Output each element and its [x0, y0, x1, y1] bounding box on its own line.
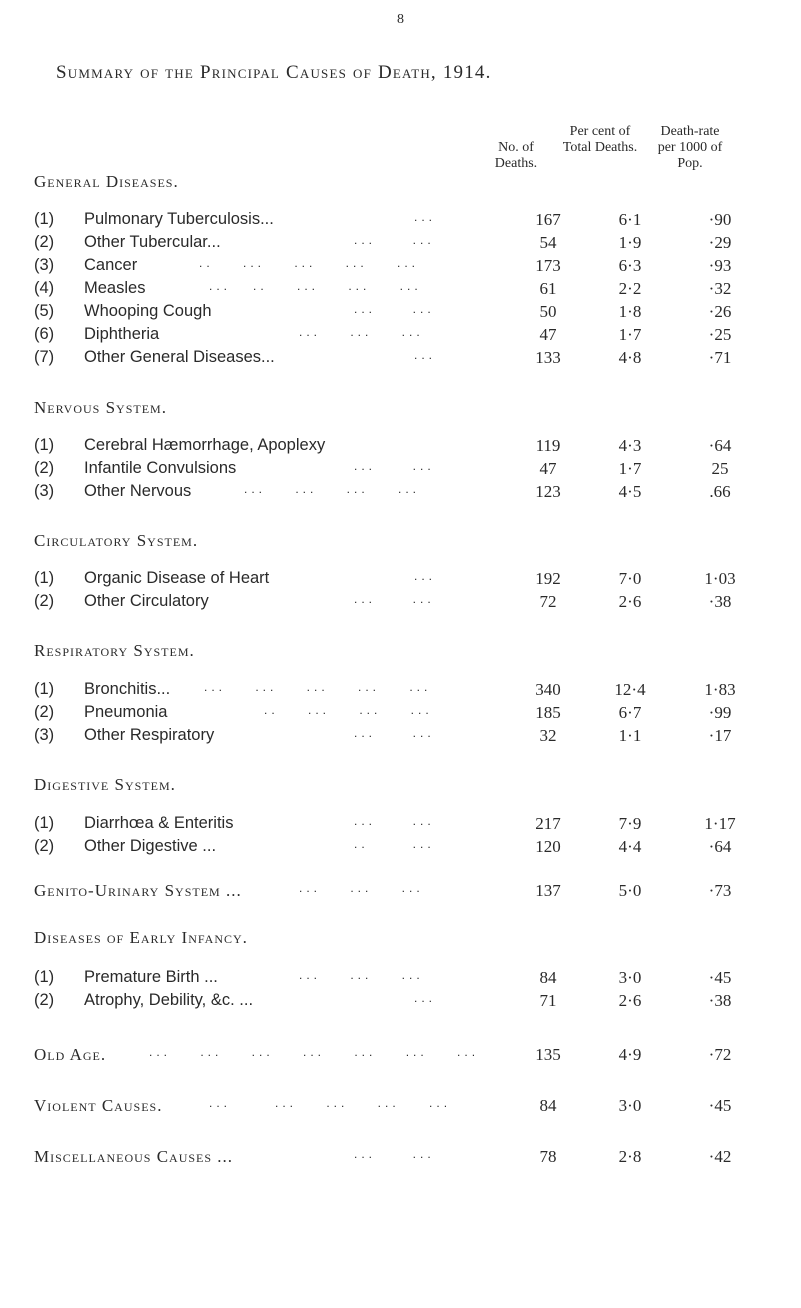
deaths-value: 123 — [535, 482, 561, 501]
leader-dots: ... ... ... ... ... ... ... — [149, 1045, 480, 1059]
row-label: Infantile Convulsions — [84, 459, 237, 477]
table-row — [34, 459, 794, 481]
leader-dots: ... ... — [354, 726, 435, 740]
leader-dots: ... ... — [354, 814, 435, 828]
page-number: 8 — [397, 12, 404, 27]
table-row — [34, 680, 794, 702]
row-label: Diphtheria — [84, 325, 160, 343]
table-row — [34, 210, 794, 232]
leader-dots: .. ... ... ... ... — [199, 256, 420, 270]
rate-value: 1·03 — [704, 569, 736, 588]
leader-dots: ... ... ... — [299, 968, 424, 982]
rate-value: ·64 — [708, 837, 732, 856]
row-number: (1) — [34, 436, 55, 454]
deaths-value: 137 — [535, 881, 561, 900]
row-number: (2) — [34, 233, 55, 251]
row-label: Other Digestive ... — [84, 837, 217, 855]
percent-value: 1·8 — [618, 302, 642, 321]
leader-dots: ... ... ... — [299, 881, 424, 895]
deaths-value: 78 — [539, 1147, 557, 1166]
deaths-value: 50 — [539, 302, 557, 321]
leader-dots: ... ... — [354, 302, 435, 316]
section-nervous-system: Nervous System. — [34, 398, 167, 417]
table-row — [34, 703, 794, 725]
rate-value: ·29 — [708, 233, 732, 252]
deaths-value: 84 — [539, 968, 557, 987]
rate-value: ·71 — [708, 348, 732, 367]
row-label: Other Respiratory — [84, 726, 215, 744]
section-circulatory-system: Circulatory System. — [34, 531, 199, 550]
row-label: Measles — [84, 279, 146, 297]
row-number: (2) — [34, 592, 55, 610]
rate-value: ·90 — [708, 210, 732, 229]
leader-dots: ... ... — [354, 592, 435, 606]
deaths-value: 72 — [539, 592, 557, 611]
row-number: (1) — [34, 210, 55, 228]
percent-value: 3·0 — [618, 1096, 642, 1115]
row-label: Old Age. — [34, 1045, 107, 1064]
row-number: (2) — [34, 837, 55, 855]
rate-value: ·73 — [708, 881, 732, 900]
percent-value: 6·7 — [618, 703, 642, 722]
percent-value: 7·9 — [618, 814, 642, 833]
deaths-value: 119 — [535, 436, 561, 455]
table-row — [34, 569, 794, 591]
table-row — [34, 814, 794, 836]
rate-value: 1·83 — [704, 680, 736, 699]
row-number: (7) — [34, 348, 55, 366]
percent-value: 4·4 — [618, 837, 642, 856]
deaths-value: 120 — [535, 837, 561, 856]
percent-value: 2·6 — [618, 592, 642, 611]
percent-value: 1·7 — [618, 325, 642, 344]
percent-value: 6·1 — [618, 210, 642, 229]
row-label: Other General Diseases... — [84, 348, 275, 366]
table-row — [34, 592, 794, 614]
leader-dots: ... ... ... ... ... — [209, 1096, 452, 1110]
deaths-value: 185 — [535, 703, 561, 722]
row-number: (1) — [34, 680, 55, 698]
deaths-value: 217 — [535, 814, 561, 833]
deaths-value: 47 — [539, 325, 557, 344]
rate-value: .66 — [709, 482, 731, 501]
table-row — [34, 1045, 794, 1067]
percent-value: 2·2 — [618, 279, 642, 298]
leader-dots: .. ... — [354, 837, 435, 851]
percent-value: 1·9 — [618, 233, 642, 252]
table-row — [34, 968, 794, 990]
rate-value: ·45 — [708, 1096, 732, 1115]
table-row — [34, 302, 794, 324]
leader-dots: ... — [414, 569, 437, 583]
row-label: Other Tubercular... — [84, 233, 221, 251]
table-row — [34, 482, 794, 504]
row-label: Bronchitis... — [84, 680, 171, 698]
table-row — [34, 837, 794, 859]
table-row — [34, 348, 794, 370]
rate-value: 25 — [711, 459, 729, 478]
leader-dots: ... ... ... ... — [244, 482, 421, 496]
table-row — [34, 991, 794, 1013]
leader-dots: ... — [414, 348, 437, 362]
row-label: Cerebral Hæmorrhage, Apoplexy — [84, 436, 326, 454]
rate-value: ·72 — [708, 1045, 732, 1064]
rate-value: ·38 — [708, 592, 732, 611]
percent-value: 12·4 — [614, 680, 646, 699]
rate-value: ·38 — [708, 991, 732, 1010]
percent-value: 4·5 — [618, 482, 642, 501]
table-row — [34, 279, 794, 301]
row-label: Miscellaneous Causes ... — [34, 1147, 234, 1166]
section-early-infancy: Diseases of Early Infancy. — [34, 928, 248, 947]
row-number: (2) — [34, 703, 55, 721]
deaths-value: 54 — [539, 233, 557, 252]
table-row — [34, 325, 794, 347]
row-number: (2) — [34, 459, 55, 477]
leader-dots: ... ... — [354, 459, 435, 473]
percent-value: 3·0 — [618, 968, 642, 987]
row-label: Cancer — [84, 256, 138, 274]
percent-value: 2·6 — [618, 991, 642, 1010]
deaths-value: 84 — [539, 1096, 557, 1115]
leader-dots: ... ... — [354, 233, 435, 247]
leader-dots: ... ... — [354, 1147, 435, 1161]
section-general-diseases: General Diseases. — [34, 172, 179, 191]
percent-value: 1·7 — [618, 459, 642, 478]
row-number: (1) — [34, 814, 55, 832]
row-label: Genito-Urinary System ... — [34, 881, 242, 900]
deaths-value: 340 — [535, 680, 561, 699]
row-label: Premature Birth ... — [84, 968, 218, 986]
section-respiratory-system: Respiratory System. — [34, 641, 195, 660]
table-row — [34, 233, 794, 255]
deaths-value: 167 — [535, 210, 561, 229]
leader-dots: ... — [414, 210, 437, 224]
rate-value: ·42 — [708, 1147, 732, 1166]
row-number: (4) — [34, 279, 55, 297]
deaths-value: 47 — [539, 459, 557, 478]
rate-value: ·26 — [708, 302, 732, 321]
rate-value: ·32 — [708, 279, 732, 298]
percent-value: 7·0 — [618, 569, 642, 588]
leader-dots: ... — [414, 991, 437, 1005]
leader-dots: ... .. ... ... ... — [209, 279, 422, 293]
leader-dots: .. ... ... ... — [264, 703, 433, 717]
percent-value: 4·9 — [618, 1045, 642, 1064]
leader-dots: ... ... ... — [299, 325, 424, 339]
table-row — [34, 256, 794, 278]
row-number: (3) — [34, 256, 55, 274]
header-deaths: No. of Deaths. — [494, 140, 538, 171]
row-label: Pneumonia — [84, 703, 168, 721]
row-label: Atrophy, Debility, &c. ... — [84, 991, 254, 1009]
deaths-value: 61 — [539, 279, 557, 298]
percent-value: 4·8 — [618, 348, 642, 367]
row-number: (1) — [34, 968, 55, 986]
row-label: Other Nervous — [84, 482, 192, 500]
row-number: (1) — [34, 569, 55, 587]
table-row — [34, 881, 794, 903]
table-row — [34, 436, 794, 458]
percent-value: 1·1 — [618, 726, 642, 745]
table-row — [34, 726, 794, 748]
table-row — [34, 1096, 794, 1118]
deaths-value: 135 — [535, 1045, 561, 1064]
deaths-value: 192 — [535, 569, 561, 588]
row-label: Whooping Cough — [84, 302, 212, 320]
leader-dots: ... ... ... ... ... — [204, 680, 432, 694]
percent-value: 4·3 — [618, 436, 642, 455]
percent-value: 6·3 — [618, 256, 642, 275]
row-number: (5) — [34, 302, 55, 320]
percent-value: 2·8 — [618, 1147, 642, 1166]
row-label: Organic Disease of Heart — [84, 569, 270, 587]
table-row — [34, 1147, 794, 1169]
rate-value: 1·17 — [704, 814, 736, 833]
header-percent: Per cent of Total Deaths. — [562, 124, 638, 155]
deaths-value: 173 — [535, 256, 561, 275]
rate-value: ·45 — [708, 968, 732, 987]
row-number: (2) — [34, 991, 55, 1009]
row-number: (3) — [34, 726, 55, 744]
row-number: (6) — [34, 325, 55, 343]
row-label: Pulmonary Tuberculosis... — [84, 210, 274, 228]
rate-value: ·25 — [708, 325, 732, 344]
rate-value: ·99 — [708, 703, 732, 722]
rate-value: ·93 — [708, 256, 732, 275]
row-label: Violent Causes. — [34, 1096, 163, 1115]
page-title: Summary of the Principal Causes of Death, 1914. — [56, 62, 492, 83]
row-number: (3) — [34, 482, 55, 500]
deaths-value: 32 — [539, 726, 557, 745]
row-label: Other Circulatory — [84, 592, 209, 610]
header-rate: Death-rate per 1000 of Pop. — [657, 124, 723, 171]
section-digestive-system: Digestive System. — [34, 775, 176, 794]
percent-value: 5·0 — [618, 881, 642, 900]
row-label: Diarrhœa & Enteritis — [84, 814, 234, 832]
rate-value: ·17 — [708, 726, 732, 745]
rate-value: ·64 — [708, 436, 732, 455]
deaths-value: 71 — [539, 991, 557, 1010]
deaths-value: 133 — [535, 348, 561, 367]
